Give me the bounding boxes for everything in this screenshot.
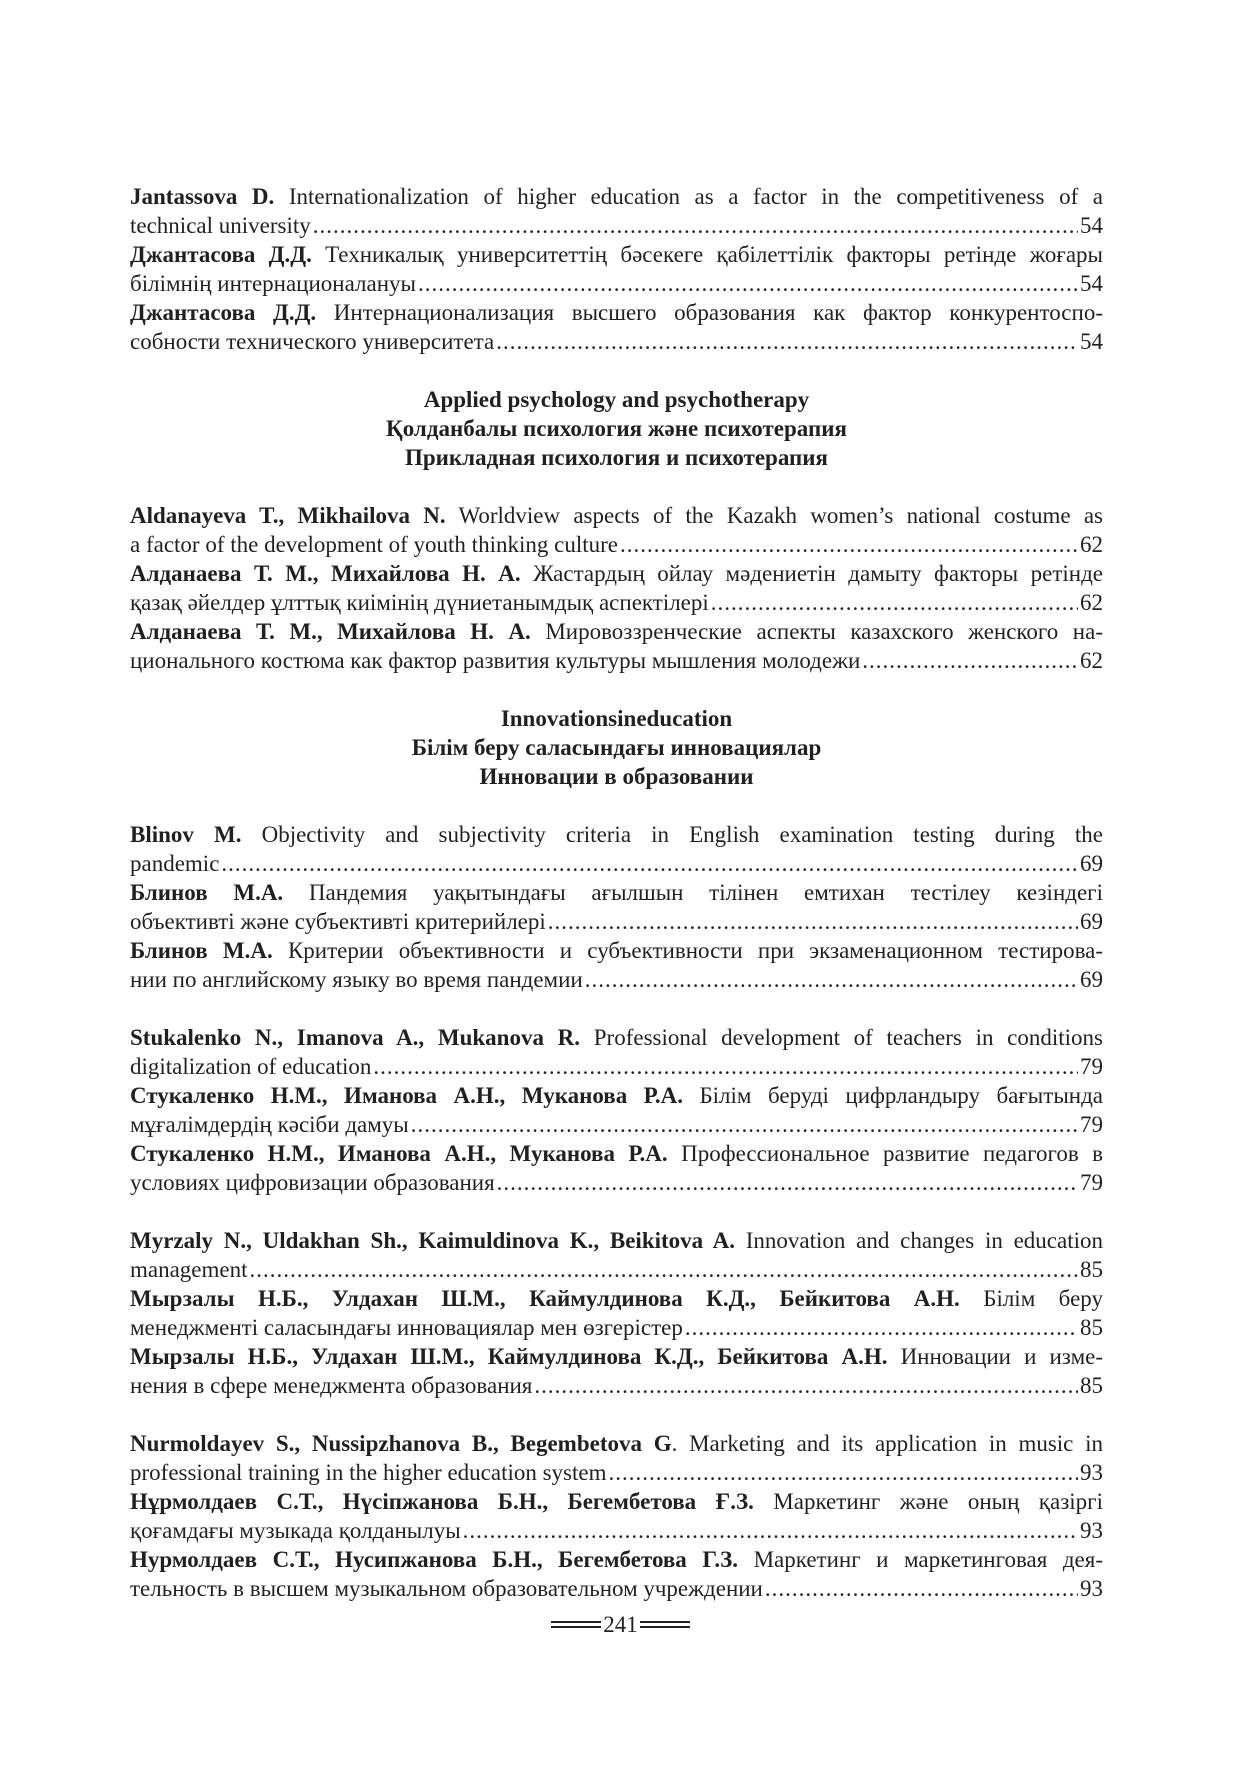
toc-entry[interactable] (130, 1342, 1103, 1400)
footer-rule-right (640, 1621, 690, 1628)
toc-entry[interactable] (130, 936, 1103, 994)
leader-dots (418, 269, 1078, 298)
spacer (130, 791, 1103, 820)
leader-dots (463, 1516, 1078, 1545)
toc-entry[interactable] (130, 1487, 1103, 1545)
entry-title-line1: Жастардың ойлау мәдениетін дамыту факторы ретінде (520, 561, 1103, 586)
entry-author: Blinov M. (130, 822, 242, 847)
leader-dots (496, 327, 1078, 356)
entry-author: Алданаева Т. М., Михайлова Н. А. (130, 619, 531, 644)
leader-dots (534, 1371, 1078, 1400)
toc-entry[interactable] (130, 1226, 1103, 1284)
spacer (130, 675, 1103, 704)
entry-title-line2: professional training in the higher education system (130, 1460, 607, 1485)
entry-title-line2: собности технического университета (130, 329, 495, 354)
entry-page: 69 (1080, 909, 1103, 934)
entry-page: 93 (1080, 1576, 1103, 1601)
entry-page: 54 (1080, 213, 1103, 238)
leader-dots (765, 1574, 1078, 1603)
entry-author: Алданаева Т. М., Михайлова Н. А. (130, 561, 521, 586)
entry-title-line1: Техникалық университеттің бәсекеге қабілеттілік факторы ретінде жоғары (311, 242, 1103, 267)
entry-title-line1: Маркетинг және оның қазіргі (753, 1489, 1103, 1514)
entry-title-line2: нения в сфере менеджмента образования (130, 1373, 533, 1398)
entry-page: 85 (1080, 1257, 1103, 1282)
entry-title-line2: ционального костюма как фактор развития культуры мышления молодежи (130, 648, 861, 673)
toc-entry[interactable] (130, 878, 1103, 936)
entry-title-line1: Білім беру (959, 1286, 1103, 1311)
toc-entry[interactable] (130, 1139, 1103, 1197)
entry-author: Aldanayeva T., Mikhailova N. (130, 503, 446, 528)
section-title-ru: Прикладная психология и психотерапия (405, 445, 828, 470)
entry-title-line1: Интернационализация высшего образования как фактор конкурентоспо- (316, 300, 1103, 325)
entry-author: Стукаленко Н.М., Иманова А.Н., Муканова Р.А. (130, 1083, 683, 1108)
section-title-ru: Инновации в образовании (479, 764, 754, 789)
entry-title-line2: қазақ әйелдер ұлттық киімінің дүниетанымдық аспектілері (130, 590, 709, 615)
entry-author: Мырзалы Н.Б., Улдахан Ш.М., Каймулдинова К.Д., Бейкитова А.Н. (130, 1286, 960, 1311)
leader-dots (313, 211, 1078, 240)
spacer (130, 994, 1103, 1023)
entry-page: 93 (1080, 1518, 1103, 1543)
entry-page: 54 (1080, 329, 1103, 354)
entry-author: Нұрмолдаев С.Т., Нүсіпжанова Б.Н., Бегембетова Ғ.З. (130, 1489, 754, 1514)
entry-page: 85 (1080, 1315, 1103, 1340)
toc-entry[interactable] (130, 617, 1103, 675)
footer-rule-left (551, 1621, 601, 1628)
leader-dots (609, 1458, 1079, 1487)
entry-title-line1: Professional development of teachers in conditions (580, 1025, 1103, 1050)
leader-dots (221, 849, 1078, 878)
entry-title-line1: . Marketing and its application in music in (671, 1431, 1103, 1456)
entry-page: 79 (1080, 1170, 1103, 1195)
toc-entry[interactable] (130, 298, 1103, 356)
spacer (130, 1400, 1103, 1429)
entry-page: 93 (1080, 1460, 1103, 1485)
entry-author: Jantassova D. (130, 184, 275, 209)
table-of-contents (130, 182, 1103, 1603)
spacer (130, 1197, 1103, 1226)
leader-dots (250, 1255, 1078, 1284)
toc-entry[interactable] (130, 1429, 1103, 1487)
entry-group-nurmoldayev (130, 1429, 1103, 1603)
entry-author: Блинов М.А. (130, 938, 273, 963)
toc-entry[interactable] (130, 1081, 1103, 1139)
leader-dots (585, 965, 1078, 994)
entry-group-myrzaly (130, 1226, 1103, 1400)
leader-dots (548, 907, 1078, 936)
entry-title-line1: Мировоззренческие аспекты казахского женского на- (530, 619, 1103, 644)
entry-title-line1: Worldview aspects of the Kazakh women’s national costume as (445, 503, 1103, 528)
leader-dots (497, 1168, 1078, 1197)
entry-group-jantassova (130, 182, 1103, 356)
toc-entry[interactable] (130, 1284, 1103, 1342)
entry-title-line1: Білім беруді цифрландыру бағытында (682, 1083, 1103, 1108)
page-number: 241 (603, 1612, 638, 1637)
entry-title-line1: Objectivity and subjectivity criteria in English examination testing during the (241, 822, 1104, 847)
toc-entry[interactable] (130, 820, 1103, 878)
entry-page: 62 (1080, 532, 1103, 557)
entry-title-line1: Internationalization of higher education as a factor in the competitiveness of a (274, 184, 1103, 209)
spacer (130, 472, 1103, 501)
toc-entry[interactable] (130, 182, 1103, 240)
entry-title-line2: pandemic (130, 851, 220, 876)
entry-page: 62 (1080, 590, 1103, 615)
toc-entry[interactable] (130, 1023, 1103, 1081)
entry-title-line2: technical university (130, 213, 311, 238)
section-title-en: Applied psychology and psychotherapy (423, 387, 810, 412)
entry-title-line2: тельность в высшем музыкальном образовательном учреждении (130, 1576, 763, 1601)
entry-page: 79 (1080, 1112, 1103, 1137)
section-title-kz: Қолданбалы психология және психотерапия (386, 416, 847, 441)
entry-author: Myrzaly N., Uldakhan Sh., Kaimuldinova K., Beikitova A. (130, 1228, 735, 1253)
section-heading-innovations (130, 704, 1103, 791)
toc-entry[interactable] (130, 559, 1103, 617)
entry-page: 79 (1080, 1054, 1103, 1079)
entry-title-line2: білімнің интернационалануы (130, 271, 416, 296)
entry-group-blinov (130, 820, 1103, 994)
section-heading-psychology (130, 385, 1103, 472)
entry-author: Nurmoldayev S., Nussipzhanova B., Begembetova G (130, 1431, 672, 1456)
entry-author: Нурмолдаев С.Т., Нусипжанова Б.Н., Бегембетова Г.З. (130, 1547, 739, 1572)
entry-group-aldanayeva (130, 501, 1103, 675)
leader-dots (620, 530, 1078, 559)
entry-title-line1: Пандемия уақытындағы ағылшын тілінен емтихан тестілеу кезіндегі (283, 880, 1103, 905)
entry-title-line2: digitalization of education (130, 1054, 372, 1079)
leader-dots (373, 1052, 1078, 1081)
entry-title-line2: қоғамдағы музыкада қолданылуы (130, 1518, 461, 1543)
entry-title-line1: Профессиональное развитие педагогов в (667, 1141, 1103, 1166)
entry-page: 54 (1080, 271, 1103, 296)
entry-title-line1: Инновации и изме- (887, 1344, 1103, 1369)
entry-author: Джантасова Д.Д. (130, 242, 312, 267)
entry-author: Мырзалы Н.Б., Улдахан Ш.М., Каймулдинова К.Д., Бейкитова А.Н. (130, 1344, 888, 1369)
entry-title-line1: Innovation and changes in education (735, 1228, 1103, 1253)
entry-title-line2: мұғалімдердің кәсіби дамуы (130, 1112, 409, 1137)
entry-page: 69 (1080, 851, 1103, 876)
entry-title-line1: Маркетинг и маркетинговая дея- (738, 1547, 1103, 1572)
entry-title-line2: management (130, 1257, 248, 1282)
entry-title-line2: условиях цифровизации образования (130, 1170, 495, 1195)
entry-title-line2: менеджменті саласындағы инновациялар мен өзгерістер (130, 1315, 683, 1340)
entry-page: 62 (1080, 648, 1103, 673)
entry-group-stukalenko (130, 1023, 1103, 1197)
leader-dots (685, 1313, 1078, 1342)
entry-page: 69 (1080, 967, 1103, 992)
page-footer (0, 1610, 1241, 1639)
entry-author: Стукаленко Н.М., Иманова А.Н., Муканова Р.А. (130, 1141, 668, 1166)
toc-entry[interactable] (130, 1545, 1103, 1603)
section-title-kz: Білім беру саласындағы инновациялар (411, 735, 822, 760)
entry-author: Stukalenko N., Imanova A., Mukanova R. (130, 1025, 581, 1050)
leader-dots (862, 646, 1078, 675)
entry-title-line2: нии по английскому языку во время пандемии (130, 967, 583, 992)
entry-author: Блинов М.А. (130, 880, 284, 905)
entry-title-line2: объективті және субъективті критерийлері (130, 909, 546, 934)
leader-dots (711, 588, 1078, 617)
spacer (130, 356, 1103, 385)
entry-title-line2: a factor of the development of youth thinking culture (130, 532, 618, 557)
toc-entry[interactable] (130, 240, 1103, 298)
entry-author: Джантасова Д.Д. (130, 300, 317, 325)
entry-title-line1: Критерии объективности и субъективности при экзаменационном тестирова- (272, 938, 1103, 963)
toc-entry[interactable] (130, 501, 1103, 559)
section-title-en: Innovationsineducation (500, 706, 733, 731)
entry-page: 85 (1080, 1373, 1103, 1398)
leader-dots (411, 1110, 1078, 1139)
